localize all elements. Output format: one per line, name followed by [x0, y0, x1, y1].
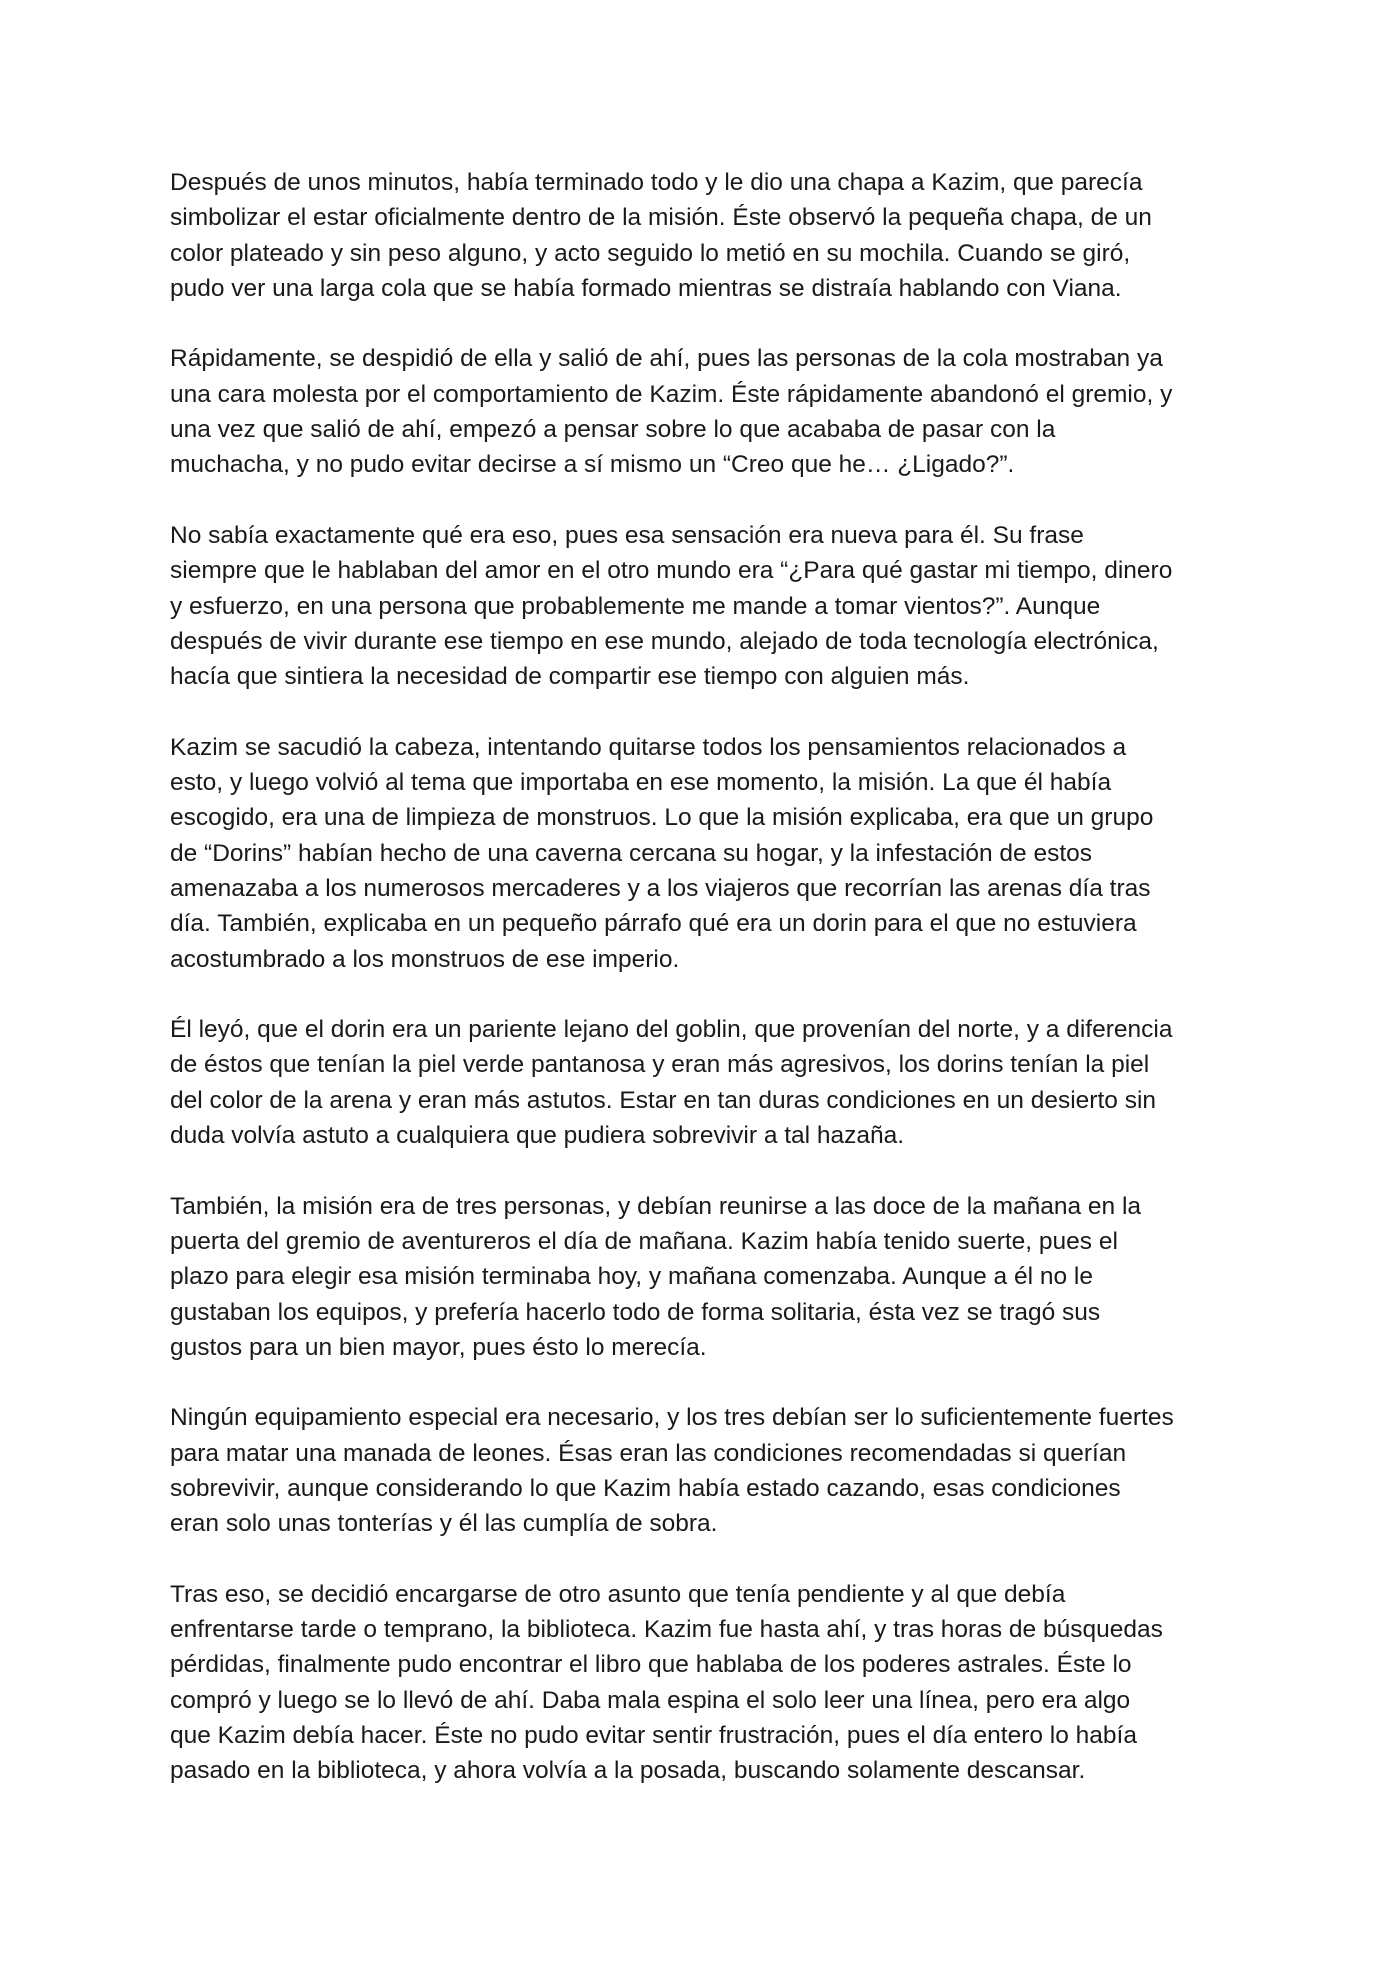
- paragraph-1: Después de unos minutos, había terminado todo y le dio una chapa a Kazim, que parecía simbolizar el estar oficialmente dentro de la misión. Éste observó la pequeña chapa, de un color plateado y sin peso alguno, y acto seguido lo metió en su mochila. Cuando se giró, pudo ver una larga cola que se había formado mientras se distraía hablando con Viana.: [170, 169, 1152, 302]
- paragraph-4: Kazim se sacudió la cabeza, intentando quitarse todos los pensamientos relacionados a esto, y luego volvió al tema que importaba en ese momento, la misión. La que él había escogido, era una de limpieza de monstruos. Lo que la misión explicaba, era que un grupo de “Dorins” habían hecho de una caverna cercana su hogar, y la infestación de estos amenazaba a los numerosos mercaderes y a los viajeros que recorrían las arenas día tras día. También, explicaba en un pequeño párrafo qué era un dorin para el que no estuviera acostumbrado a los monstruos de ese imperio.: [170, 733, 1154, 973]
- document-page: [170, 165, 1245, 1789]
- paragraph-6: También, la misión era de tres personas, y debían reunirse a las doce de la mañana en la puerta del gremio de aventureros el día de mañana. Kazim había tenido suerte, pues el plazo para elegir esa misión terminaba hoy, y mañana comenzaba. Aunque a él no le gustaban los equipos, y prefería hacerlo todo de forma solitaria, ésta vez se tragó sus gustos para un bien mayor, pues ésto lo merecía.: [170, 1192, 1142, 1361]
- paragraph-2: Rápidamente, se despidió de ella y salió de ahí, pues las personas de la cola mostraban ya una cara molesta por el comportamiento de Kazim. Éste rápidamente abandonó el gremio, y una vez que salió de ahí, empezó a pensar sobre lo que acababa de pasar con la muchacha, y no pudo evitar decirse a sí mismo un “Creo que he… ¿Ligado?”.: [170, 345, 1173, 479]
- paragraph-5: Él leyó, que el dorin era un pariente lejano del goblin, que provenían del norte, y a diferencia de éstos que tenían la piel verde pantanosa y eran más agresivos, los dorins tenían la piel del color de la arena y eran más astutos. Estar en tan duras condiciones en un desierto sin duda volvía astuto a cualquiera que pudiera sobrevivir a tal hazaña.: [170, 1016, 1173, 1150]
- paragraph-3: No sabía exactamente qué era eso, pues esa sensación era nueva para él. Su frase siempre que le hablaban del amor en el otro mundo era “¿Para qué gastar mi tiempo, dinero y esfuerzo, en una persona que probablemente me mande a tomar vientos?”. Aunque después de vivir durante ese tiempo en ese mundo, alejado de toda tecnología electrónica, hacía que sintiera la necesidad de compartir ese tiempo con alguien más.: [170, 521, 1173, 691]
- paragraph-8: Tras eso, se decidió encargarse de otro asunto que tenía pendiente y al que debía enfrentarse tarde o temprano, la biblioteca. Kazim fue hasta ahí, y tras horas de búsquedas pérdidas, finalmente pudo encontrar el libro que hablaba de los poderes astrales. Éste lo compró y luego se lo llevó de ahí. Daba mala espina el solo leer una línea, pero era algo que Kazim debía hacer. Éste no pudo evitar sentir frustración, pues el día entero lo había pasado en la biblioteca, y ahora volvía a la posada, buscando solamente descansar.: [170, 1580, 1163, 1785]
- paragraph-7: Ningún equipamiento especial era necesario, y los tres debían ser lo suficientemente fuertes para matar una manada de leones. Ésas eran las condiciones recomendadas si querían sobrevivir, aunque considerando lo que Kazim había estado cazando, esas condiciones eran solo unas tonterías y él las cumplía de sobra.: [170, 1404, 1174, 1538]
